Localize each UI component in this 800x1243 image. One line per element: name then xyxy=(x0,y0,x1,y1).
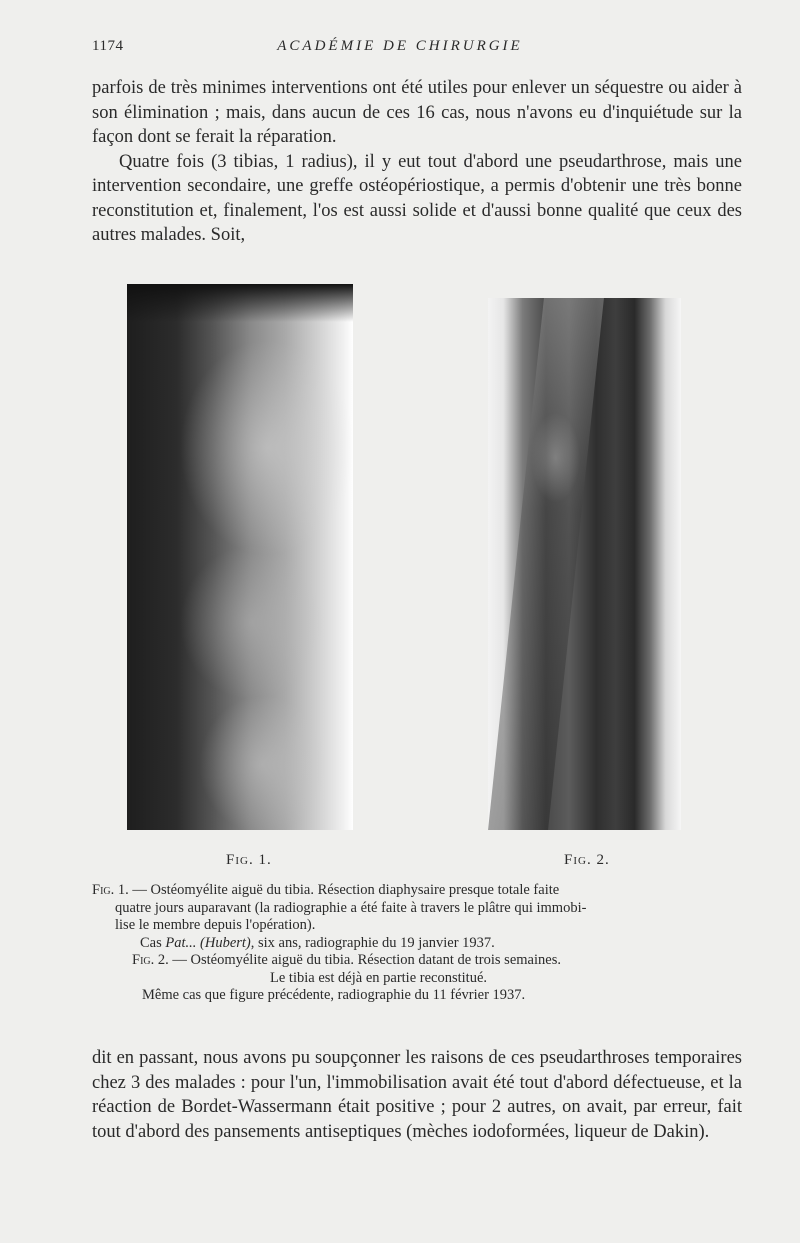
caption-fig2-line2: Le tibia est déjà en partie reconstitué. xyxy=(270,969,488,986)
caption-fig1-line1 xyxy=(92,882,752,900)
paragraph-3: dit en passant, nous avons pu soupçonner les raisons de ces pseudarthroses temporaires chez 3 des malades : pour l'un, l'immobilisation avait été tout d'abord défectueuse, et la réaction de Bordet-Wassermann était positive ; pour 2 autres, on avait, par erreur, fait tout d'abord des pansements antiseptiques (mèches iodoformées, liqueur de Dakin). xyxy=(92,1048,742,1142)
page-number: 1174 xyxy=(92,38,124,54)
figure-1-radiograph xyxy=(127,284,353,830)
bottom-text-block xyxy=(92,1046,742,1144)
paragraph-1: parfois de très minimes interventions ont été utiles pour enlever un séquestre ou aider à son élimination ; mais, dans aucun de ces 16 cas, nous n'avons eu d'inquiétude sur la façon dont se ferait la réparation. xyxy=(92,78,742,147)
caption-fig2-line1 xyxy=(92,952,752,970)
caption-fig1-prefix: Fig. 1. xyxy=(92,882,129,898)
figure-caption xyxy=(92,882,752,1005)
caption-fig1-text: — Ostéomyélite aiguë du tibia. Résection diaphysaire presque totale faite xyxy=(132,882,560,898)
caption-case-line xyxy=(92,935,752,953)
caption-case-prefix: Cas xyxy=(140,934,166,951)
caption-same-case: Même cas que figure précédente, radiographie du 11 février 1937. xyxy=(142,987,526,1003)
caption-fig1-line2: quatre jours auparavant (la radiographie a été faite à travers le plâtre qui immobi- xyxy=(115,899,587,916)
caption-case-name: Pat... xyxy=(165,934,197,951)
figure-2-label: Fig. 2. xyxy=(564,852,610,868)
caption-case-author: (Hubert) xyxy=(200,934,251,951)
paragraph-2: Quatre fois (3 tibias, 1 radius), il y eut tout d'abord une pseudarthrose, mais une intervention secondaire, une greffe ostéopériostique, a permis d'obtenir une très bonne reconstitution et, finalement, l'os est aussi solide et d'aussi bonne qualité que ceux des autres malades. Soit, xyxy=(92,151,742,245)
figure-1-label: Fig. 1. xyxy=(226,852,272,868)
caption-fig1-line3: lise le membre depuis l'opération). xyxy=(115,917,316,933)
caption-fig2-text: — Ostéomyélite aiguë du tibia. Résection datant de trois semaines. xyxy=(172,952,561,968)
caption-fig2-prefix: Fig. 2. xyxy=(132,952,169,968)
caption-case-rest: , six ans, radiographie du 19 janvier 1937. xyxy=(250,934,495,951)
running-title: ACADÉMIE DE CHIRURGIE xyxy=(277,38,523,54)
top-text-block xyxy=(92,76,742,248)
figure-2-radiograph xyxy=(488,298,681,830)
